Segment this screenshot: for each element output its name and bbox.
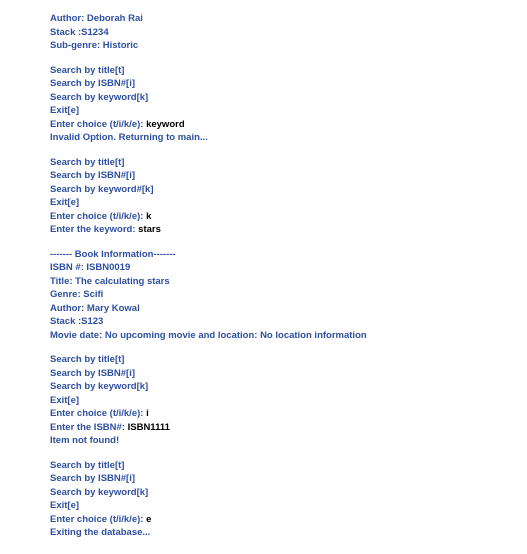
keyword-prompt: Enter the keyword: [50,224,139,235]
book-stack: Stack :S123 [50,316,104,327]
isbn-prompt-line [50,421,520,435]
menu-block-3 [50,353,520,448]
not-found-message: Item not found! [50,435,120,446]
book-info-block [50,248,520,343]
menu-option-isbn: Search by ISBN#[i] [50,78,135,89]
choice-prompt-line [50,118,520,132]
menu-option-keyword: Search by keyword[k] [50,91,149,103]
stack-line: Stack :S1234 [50,26,109,38]
choice-prompt: Enter choice (t/i/k/e): [50,513,147,525]
choice-prompt: Enter choice (t/i/k/e): [50,210,147,222]
keyword-input: stars [138,224,161,235]
choice-prompt-line [50,513,520,527]
menu-option-isbn: Search by ISBN#[i] [50,367,135,379]
menu-block-1 [50,64,520,145]
choice-prompt: Enter choice (t/i/k/e): [50,408,147,419]
menu-option-keyword: Search by keyword#[k] [50,183,154,195]
console-transcript [50,12,520,540]
subgenre-line: Sub-genre: Historic [50,40,139,51]
menu-option-isbn: Search by ISBN#[i] [50,170,135,181]
invalid-option-message: Invalid Option. Returning to main... [50,132,208,143]
choice-input: keyword [146,118,185,130]
menu-option-title: Search by title[t] [50,354,125,365]
previous-book-block [50,12,520,53]
menu-option-isbn: Search by ISBN#[i] [50,473,135,484]
menu-block-2 [50,156,520,237]
choice-prompt: Enter choice (t/i/k/e): [50,118,147,130]
menu-option-title: Search by title[t] [50,156,125,168]
exit-message: Exiting the database... [50,527,151,538]
book-isbn: ISBN #: ISBN0019 [50,262,131,273]
choice-input: k [146,210,152,222]
isbn-input: ISBN1111 [127,421,170,433]
choice-input: i [146,408,149,419]
menu-option-exit: Exit[e] [50,197,80,208]
menu-option-keyword: Search by keyword[k] [50,381,149,392]
menu-block-4 [50,459,520,540]
menu-option-title: Search by title[t] [50,459,125,471]
isbn-prompt: Enter the ISBN#: [50,421,128,433]
choice-prompt-line [50,210,520,224]
book-genre: Genre: Scifi [50,289,104,300]
book-title: Title: The calculating stars [50,275,170,287]
keyword-prompt-line [50,223,520,237]
choice-prompt-line [50,407,520,421]
book-movie-info: Movie date: No upcoming movie and location: No location information [50,329,367,341]
author-line: Author: Deborah Rai [50,13,143,24]
book-author: Author: Mary Kowal [50,302,140,314]
menu-option-exit: Exit[e] [50,105,80,116]
menu-option-exit: Exit[e] [50,394,80,406]
menu-option-title: Search by title[t] [50,64,125,76]
choice-input: e [146,513,152,525]
menu-option-keyword: Search by keyword[k] [50,486,149,498]
book-info-header: ------- Book Information------- [50,248,176,260]
menu-option-exit: Exit[e] [50,500,80,511]
